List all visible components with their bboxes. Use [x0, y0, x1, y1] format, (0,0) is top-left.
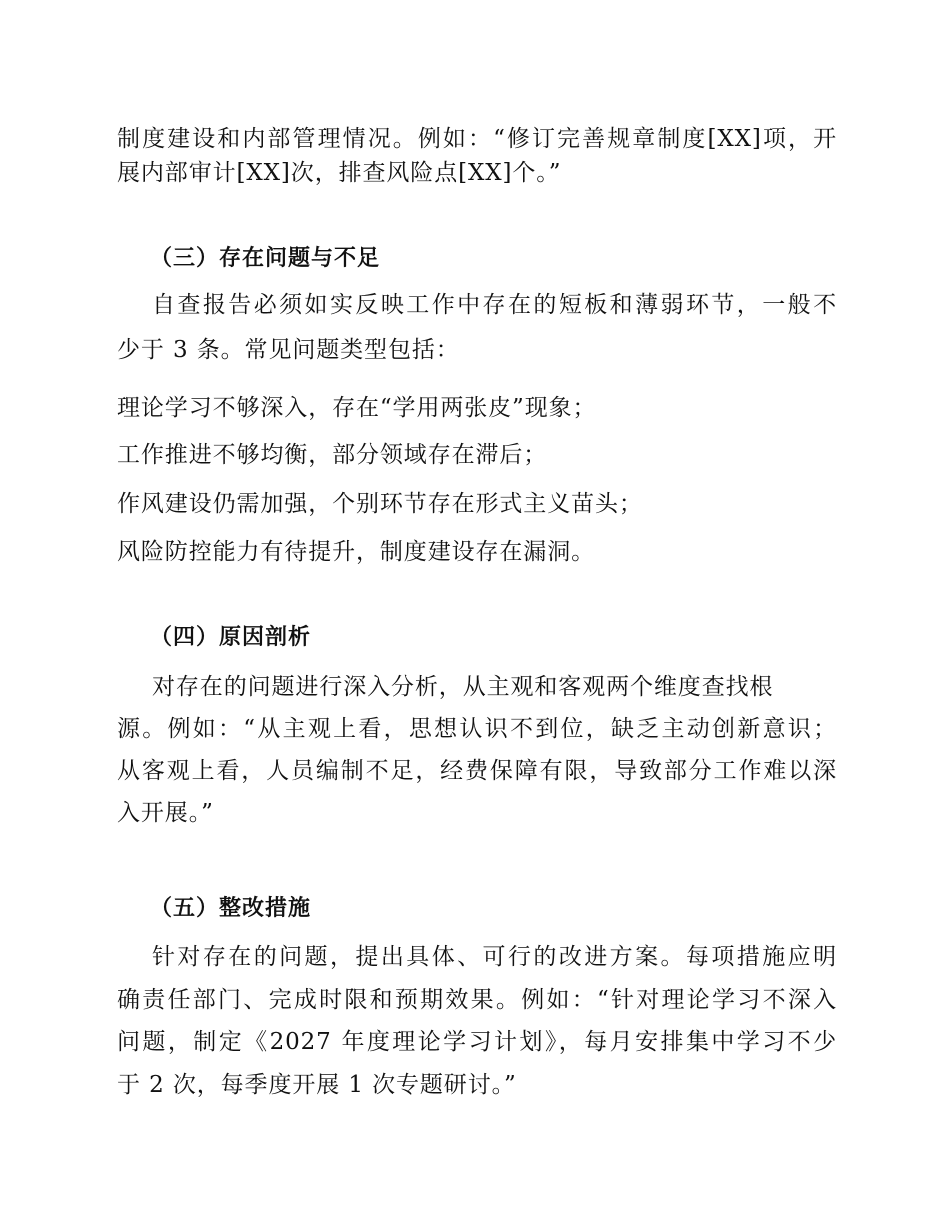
list-item: 风险防控能力有待提升，制度建设存在漏洞。	[117, 539, 595, 565]
paragraph-line: 于 2 次，每季度开展 1 次专题研讨。”	[117, 1072, 517, 1098]
paragraph-line: 入开展。”	[117, 800, 214, 826]
paragraph-line: 少于 3 条。常见问题类型包括：	[117, 337, 460, 363]
paragraph-line: 针对存在的问题，提出具体、可行的改进方案。每项措施应明	[152, 944, 837, 970]
paragraph-line: 展内部审计[XX]次，排查风险点[XX]个。”	[117, 160, 562, 186]
section-heading-causes: （四）原因剖析	[150, 624, 312, 650]
paragraph-line: 对存在的问题进行深入分析，从主观和客观两个维度查找根	[152, 674, 774, 700]
paragraph-line: 确责任部门、完成时限和预期效果。例如：“针对理论学习不深入	[117, 987, 837, 1013]
list-item: 工作推进不够均衡，部分领域存在滞后；	[117, 442, 548, 468]
list-item: 理论学习不够深入，存在“学用两张皮”现象；	[117, 395, 597, 421]
list-item: 作风建设仍需加强，个别环节存在形式主义苗头；	[117, 491, 643, 517]
paragraph-line: 问题，制定《2027 年度理论学习计划》，每月安排集中学习不少	[117, 1029, 837, 1055]
section-heading-measures: （五）整改措施	[150, 895, 312, 921]
paragraph-line: 自查报告必须如实反映工作中存在的短板和薄弱环节，一般不	[152, 292, 837, 318]
paragraph-line: 制度建设和内部管理情况。例如：“修订完善规章制度[XX]项，开	[117, 126, 837, 152]
paragraph-line: 源。例如：“从主观上看，思想认识不到位，缺乏主动创新意识；	[117, 716, 837, 742]
paragraph-line: 从客观上看，人员编制不足，经费保障有限，导致部分工作难以深	[117, 758, 837, 784]
section-heading-problems: （三）存在问题与不足	[150, 245, 381, 271]
